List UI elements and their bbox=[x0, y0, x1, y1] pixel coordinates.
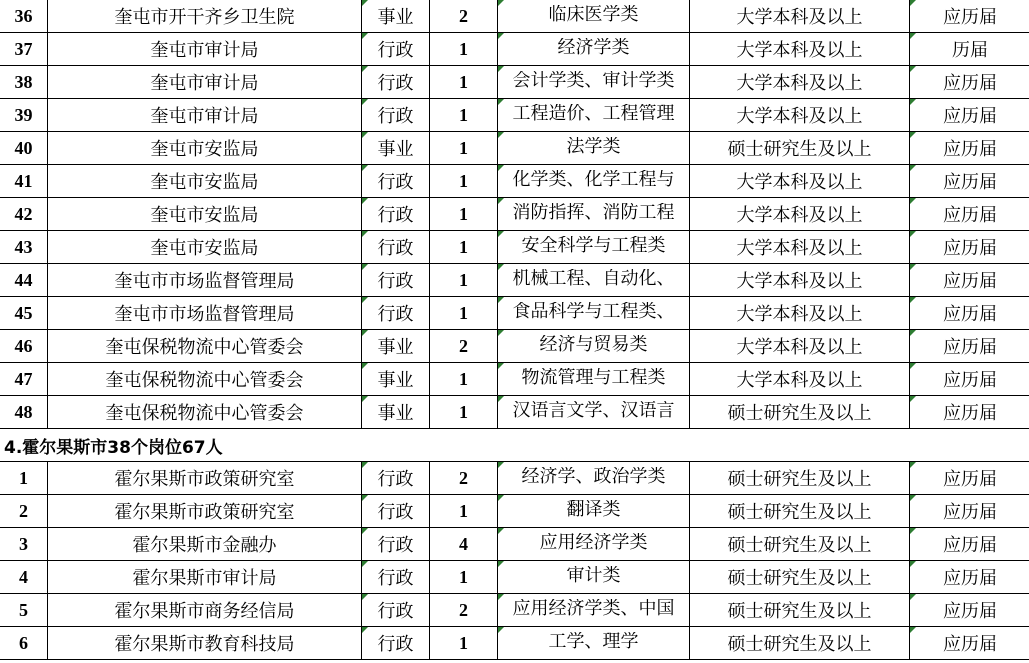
position-type-cell: 行政 bbox=[362, 198, 430, 231]
education-requirement-cell: 硕士研究生及以上 bbox=[690, 132, 910, 165]
major-requirement-cell bbox=[498, 66, 690, 99]
graduate-status-cell: 应历届 bbox=[910, 462, 1029, 495]
position-type-cell: 事业 bbox=[362, 330, 430, 363]
hiring-count-cell: 1 bbox=[430, 495, 498, 528]
hiring-count-cell: 2 bbox=[430, 330, 498, 363]
education-requirement-cell: 大学本科及以上 bbox=[690, 33, 910, 66]
major-text: 翻译类 bbox=[566, 500, 621, 520]
table-row bbox=[0, 462, 1029, 495]
graduate-status-cell: 应历届 bbox=[910, 198, 1029, 231]
major-requirement-cell bbox=[498, 495, 690, 528]
major-requirement-cell bbox=[498, 330, 690, 363]
education-requirement-cell: 大学本科及以上 bbox=[690, 330, 910, 363]
graduate-status-cell: 应历届 bbox=[910, 231, 1029, 264]
graduate-status-cell: 应历届 bbox=[910, 66, 1029, 99]
position-type-cell: 事业 bbox=[362, 363, 430, 396]
major-requirement-cell bbox=[498, 33, 690, 66]
unit-name-cell: 奎屯保税物流中心管委会 bbox=[48, 396, 362, 429]
position-type-cell: 事业 bbox=[362, 0, 430, 33]
hiring-count-cell: 1 bbox=[430, 231, 498, 264]
major-requirement-cell bbox=[498, 561, 690, 594]
graduate-status-cell: 应历届 bbox=[910, 528, 1029, 561]
major-requirement-cell bbox=[498, 165, 690, 198]
graduate-status-cell: 应历届 bbox=[910, 132, 1029, 165]
row-number: 6 bbox=[0, 627, 48, 660]
graduate-status-cell: 应历届 bbox=[910, 0, 1029, 33]
major-text: 化学类、化学工程与 bbox=[512, 170, 675, 190]
position-type-cell: 行政 bbox=[362, 165, 430, 198]
education-requirement-cell: 硕士研究生及以上 bbox=[690, 495, 910, 528]
hiring-count-cell: 1 bbox=[430, 66, 498, 99]
position-type-cell: 事业 bbox=[362, 132, 430, 165]
unit-name-cell: 奎屯市安监局 bbox=[48, 165, 362, 198]
graduate-status-cell: 应历届 bbox=[910, 594, 1029, 627]
graduate-status-cell: 应历届 bbox=[910, 99, 1029, 132]
section-header-row bbox=[0, 429, 1029, 462]
position-type-cell: 行政 bbox=[362, 561, 430, 594]
hiring-count-cell: 2 bbox=[430, 594, 498, 627]
graduate-status-cell: 应历届 bbox=[910, 165, 1029, 198]
row-number: 40 bbox=[0, 132, 48, 165]
unit-name-cell: 霍尔果斯市教育科技局 bbox=[48, 627, 362, 660]
major-text: 食品科学与工程类、 bbox=[512, 302, 675, 322]
major-text: 经济学、政治学类 bbox=[521, 467, 666, 487]
education-requirement-cell: 大学本科及以上 bbox=[690, 231, 910, 264]
education-requirement-cell: 硕士研究生及以上 bbox=[690, 396, 910, 429]
row-number: 42 bbox=[0, 198, 48, 231]
row-number: 1 bbox=[0, 462, 48, 495]
major-text: 经济与贸易类 bbox=[539, 335, 648, 355]
major-text: 工程造价、工程管理 bbox=[512, 104, 675, 124]
education-requirement-cell: 大学本科及以上 bbox=[690, 0, 910, 33]
education-requirement-cell: 大学本科及以上 bbox=[690, 297, 910, 330]
table-row bbox=[0, 165, 1029, 198]
row-number: 39 bbox=[0, 99, 48, 132]
education-requirement-cell: 大学本科及以上 bbox=[690, 66, 910, 99]
education-requirement-cell: 硕士研究生及以上 bbox=[690, 627, 910, 660]
section-title: 4.霍尔果斯市38个岗位67人 bbox=[0, 429, 1029, 462]
position-type-cell: 行政 bbox=[362, 33, 430, 66]
table-row bbox=[0, 330, 1029, 363]
education-requirement-cell: 大学本科及以上 bbox=[690, 264, 910, 297]
unit-name-cell: 奎屯市安监局 bbox=[48, 132, 362, 165]
major-requirement-cell bbox=[498, 231, 690, 264]
hiring-count-cell: 1 bbox=[430, 363, 498, 396]
row-number: 46 bbox=[0, 330, 48, 363]
table-row bbox=[0, 495, 1029, 528]
major-requirement-cell bbox=[498, 594, 690, 627]
major-text: 工学、理学 bbox=[548, 632, 639, 652]
unit-name-cell: 奎屯市市场监督管理局 bbox=[48, 264, 362, 297]
education-requirement-cell: 大学本科及以上 bbox=[690, 198, 910, 231]
position-type-cell: 行政 bbox=[362, 66, 430, 99]
position-type-cell: 行政 bbox=[362, 528, 430, 561]
unit-name-cell: 奎屯市审计局 bbox=[48, 33, 362, 66]
row-number: 4 bbox=[0, 561, 48, 594]
hiring-count-cell: 1 bbox=[430, 627, 498, 660]
row-number: 43 bbox=[0, 231, 48, 264]
major-text: 经济学类 bbox=[557, 38, 630, 58]
hiring-count-cell: 1 bbox=[430, 132, 498, 165]
position-type-cell: 行政 bbox=[362, 627, 430, 660]
unit-name-cell: 霍尔果斯市金融办 bbox=[48, 528, 362, 561]
position-type-cell: 行政 bbox=[362, 231, 430, 264]
row-number: 48 bbox=[0, 396, 48, 429]
major-text: 临床医学类 bbox=[548, 5, 639, 25]
table-row bbox=[0, 231, 1029, 264]
hiring-count-cell: 4 bbox=[430, 528, 498, 561]
major-requirement-cell bbox=[498, 264, 690, 297]
table-row bbox=[0, 33, 1029, 66]
hiring-count-cell: 2 bbox=[430, 0, 498, 33]
education-requirement-cell: 硕士研究生及以上 bbox=[690, 462, 910, 495]
hiring-count-cell: 1 bbox=[430, 297, 498, 330]
graduate-status-cell: 应历届 bbox=[910, 363, 1029, 396]
unit-name-cell: 奎屯市审计局 bbox=[48, 66, 362, 99]
table-row bbox=[0, 363, 1029, 396]
table-row bbox=[0, 396, 1029, 429]
table-row bbox=[0, 0, 1029, 33]
graduate-status-cell: 历届 bbox=[910, 33, 1029, 66]
table-row bbox=[0, 594, 1029, 627]
unit-name-cell: 奎屯市开干齐乡卫生院 bbox=[48, 0, 362, 33]
unit-name-cell: 霍尔果斯市政策研究室 bbox=[48, 495, 362, 528]
graduate-status-cell: 应历届 bbox=[910, 264, 1029, 297]
table-row bbox=[0, 99, 1029, 132]
unit-name-cell: 霍尔果斯市审计局 bbox=[48, 561, 362, 594]
row-number: 3 bbox=[0, 528, 48, 561]
row-number: 2 bbox=[0, 495, 48, 528]
education-requirement-cell: 硕士研究生及以上 bbox=[690, 561, 910, 594]
hiring-count-cell: 1 bbox=[430, 99, 498, 132]
row-number: 38 bbox=[0, 66, 48, 99]
unit-name-cell: 奎屯市市场监督管理局 bbox=[48, 297, 362, 330]
hiring-count-cell: 1 bbox=[430, 165, 498, 198]
education-requirement-cell: 大学本科及以上 bbox=[690, 363, 910, 396]
position-type-cell: 行政 bbox=[362, 297, 430, 330]
unit-name-cell: 奎屯市安监局 bbox=[48, 231, 362, 264]
major-requirement-cell bbox=[498, 198, 690, 231]
table-row bbox=[0, 297, 1029, 330]
table-row bbox=[0, 264, 1029, 297]
major-text: 汉语言文学、汉语言 bbox=[512, 401, 675, 421]
row-number: 36 bbox=[0, 0, 48, 33]
unit-name-cell: 奎屯市审计局 bbox=[48, 99, 362, 132]
major-text: 应用经济学类 bbox=[539, 533, 648, 553]
major-text: 法学类 bbox=[566, 137, 621, 157]
major-text: 物流管理与工程类 bbox=[521, 368, 666, 388]
major-text: 审计类 bbox=[566, 566, 621, 586]
row-number: 41 bbox=[0, 165, 48, 198]
graduate-status-cell: 应历届 bbox=[910, 627, 1029, 660]
row-number: 5 bbox=[0, 594, 48, 627]
unit-name-cell: 奎屯保税物流中心管委会 bbox=[48, 363, 362, 396]
major-requirement-cell bbox=[498, 99, 690, 132]
position-type-cell: 行政 bbox=[362, 264, 430, 297]
education-requirement-cell: 大学本科及以上 bbox=[690, 165, 910, 198]
position-type-cell: 行政 bbox=[362, 99, 430, 132]
hiring-count-cell: 1 bbox=[430, 396, 498, 429]
hiring-count-cell: 1 bbox=[430, 33, 498, 66]
unit-name-cell: 霍尔果斯市商务经信局 bbox=[48, 594, 362, 627]
hiring-count-cell: 2 bbox=[430, 462, 498, 495]
row-number: 47 bbox=[0, 363, 48, 396]
unit-name-cell: 霍尔果斯市政策研究室 bbox=[48, 462, 362, 495]
major-text: 机械工程、自动化、 bbox=[512, 269, 675, 289]
major-text: 安全科学与工程类 bbox=[521, 236, 666, 256]
position-type-cell: 行政 bbox=[362, 594, 430, 627]
hiring-count-cell: 1 bbox=[430, 561, 498, 594]
table-row bbox=[0, 561, 1029, 594]
table-row bbox=[0, 627, 1029, 660]
table-row bbox=[0, 528, 1029, 561]
graduate-status-cell: 应历届 bbox=[910, 297, 1029, 330]
unit-name-cell: 奎屯市安监局 bbox=[48, 198, 362, 231]
position-type-cell: 事业 bbox=[362, 396, 430, 429]
education-requirement-cell: 硕士研究生及以上 bbox=[690, 594, 910, 627]
row-number: 44 bbox=[0, 264, 48, 297]
major-requirement-cell bbox=[498, 462, 690, 495]
major-requirement-cell bbox=[498, 132, 690, 165]
graduate-status-cell: 应历届 bbox=[910, 330, 1029, 363]
hiring-count-cell: 1 bbox=[430, 198, 498, 231]
major-text: 消防指挥、消防工程 bbox=[512, 203, 675, 223]
graduate-status-cell: 应历届 bbox=[910, 495, 1029, 528]
education-requirement-cell: 硕士研究生及以上 bbox=[690, 528, 910, 561]
hiring-count-cell: 1 bbox=[430, 264, 498, 297]
row-number: 45 bbox=[0, 297, 48, 330]
graduate-status-cell: 应历届 bbox=[910, 561, 1029, 594]
table-row bbox=[0, 66, 1029, 99]
major-requirement-cell bbox=[498, 363, 690, 396]
position-type-cell: 行政 bbox=[362, 495, 430, 528]
table-row bbox=[0, 132, 1029, 165]
position-type-cell: 行政 bbox=[362, 462, 430, 495]
major-text: 应用经济学类、中国 bbox=[512, 599, 675, 619]
table-row bbox=[0, 198, 1029, 231]
graduate-status-cell: 应历届 bbox=[910, 396, 1029, 429]
major-requirement-cell bbox=[498, 297, 690, 330]
major-requirement-cell bbox=[498, 627, 690, 660]
major-text: 会计学类、审计学类 bbox=[512, 71, 675, 91]
education-requirement-cell: 大学本科及以上 bbox=[690, 99, 910, 132]
row-number: 37 bbox=[0, 33, 48, 66]
major-requirement-cell bbox=[498, 396, 690, 429]
major-requirement-cell bbox=[498, 528, 690, 561]
unit-name-cell: 奎屯保税物流中心管委会 bbox=[48, 330, 362, 363]
major-requirement-cell bbox=[498, 0, 690, 33]
